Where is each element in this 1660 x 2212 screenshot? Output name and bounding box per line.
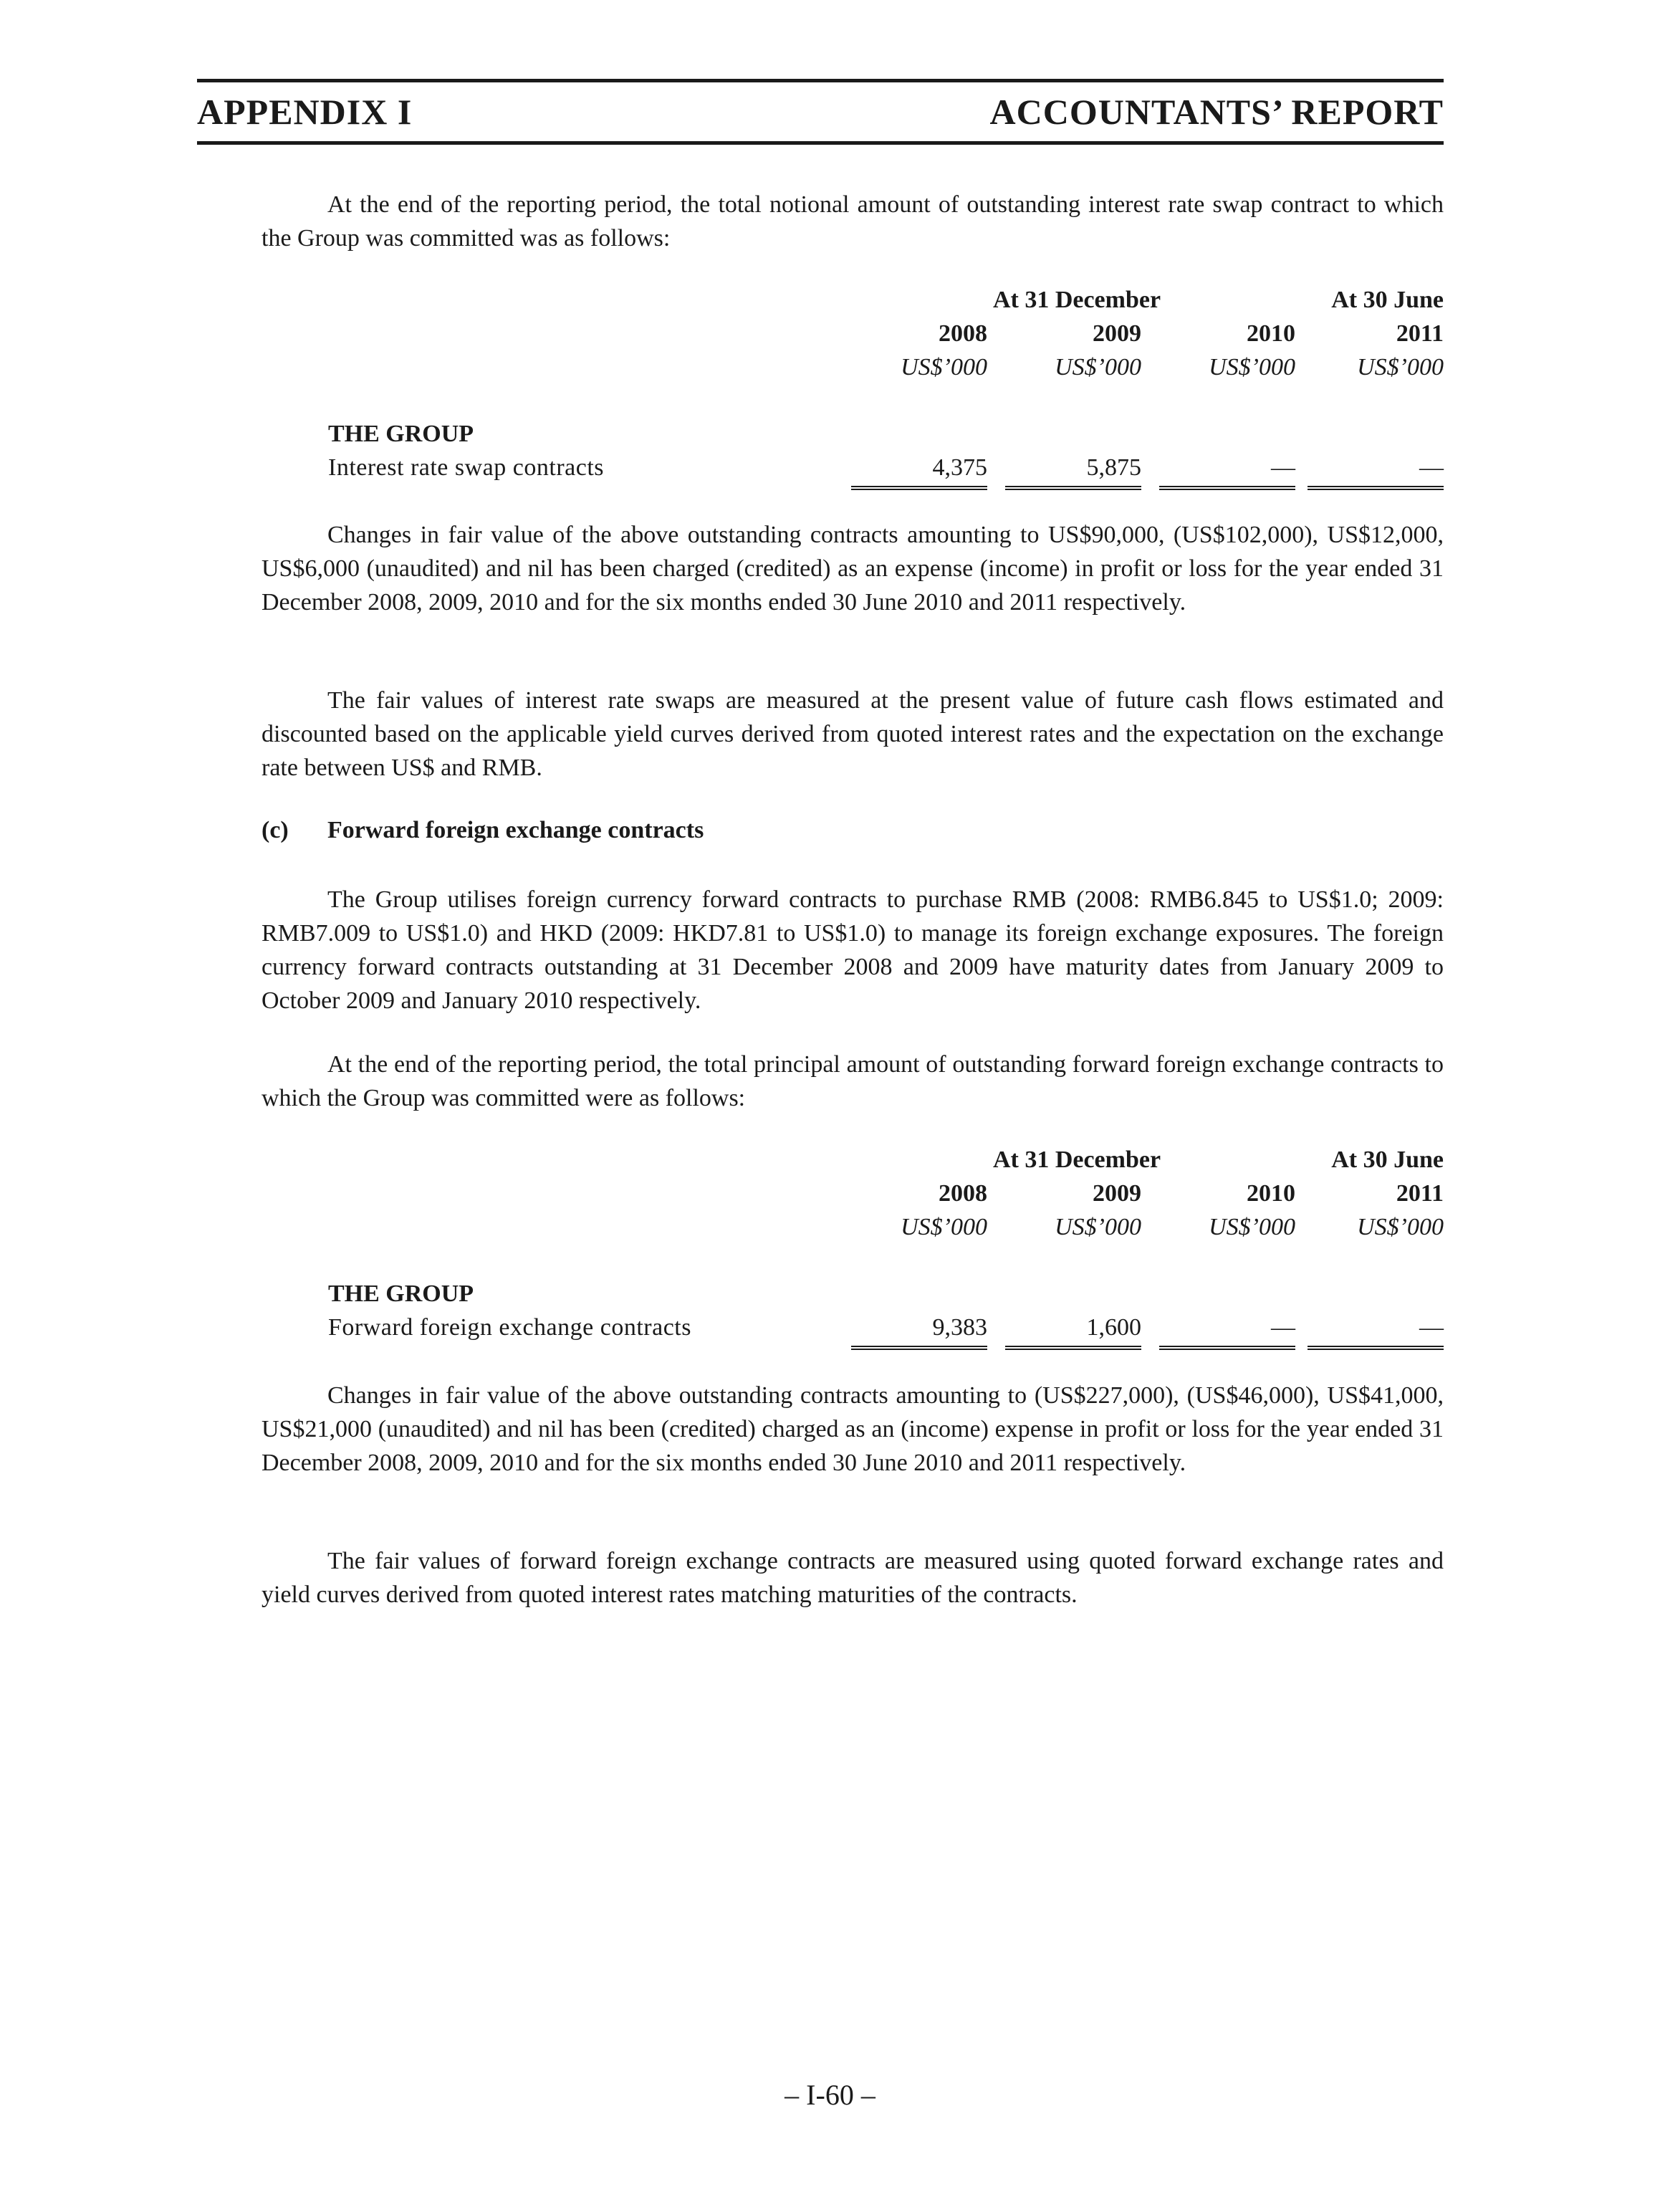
col-unit: US$’000 — [1055, 354, 1141, 380]
col-year: 2011 — [1396, 1180, 1444, 1207]
col-year: 2008 — [939, 1180, 987, 1207]
col-head-june: At 30 June — [1331, 287, 1444, 313]
col-year: 2011 — [1396, 320, 1444, 347]
paragraph-fair-value-changes-2: Changes in fair value of the above outstanding contracts amounting to (US$227,000), (US$46,000), US$41,000, US$21,000 (unaudited) and nil has been (credited) charged as an (income) expense in profit or loss for the year ended 31 December 2008, 2009, 2010 and for the six months ended 30 June 2010 and 2011 respectively. — [262, 1382, 1444, 1476]
intro-paragraph: At the end of the reporting period, the total notional amount of outstanding interest rate swap contract to which the Group was committed was as follows: — [262, 191, 1444, 252]
col-year: 2008 — [939, 320, 987, 347]
row-label: Interest rate swap contracts — [328, 454, 604, 481]
col-unit: US$’000 — [901, 354, 987, 380]
value-cell: — — [1308, 454, 1444, 490]
value-cell: 1,600 — [1005, 1314, 1141, 1350]
paragraph-principal-amount: At the end of the reporting period, the total principal amount of outstanding forward foreign exchange contracts to which the Group was committed were as follows: — [262, 1051, 1444, 1111]
group-title: THE GROUP — [328, 1280, 474, 1307]
col-unit: US$’000 — [1357, 354, 1444, 380]
col-head-june: At 30 June — [1331, 1146, 1444, 1173]
paragraph-fair-value-measure-2: The fair values of forward foreign exchange contracts are measured using quoted forward exchange rates and yield curves derived from quoted interest rates matching maturities of the contracts. — [262, 1548, 1444, 1608]
section-number: (c) — [262, 817, 289, 843]
interest-rate-swap-table — [328, 287, 1444, 502]
col-unit: US$’000 — [1209, 1214, 1295, 1240]
value-cell: — — [1159, 1314, 1295, 1350]
value-cell: — — [1159, 454, 1295, 490]
value-cell: 5,875 — [1005, 454, 1141, 490]
col-unit: US$’000 — [1209, 354, 1295, 380]
header-right: ACCOUNTANTS’ REPORT — [989, 92, 1444, 132]
value-cell: — — [1308, 1314, 1444, 1350]
section-heading-c — [262, 817, 704, 844]
page-number: – I-60 – — [785, 2079, 875, 2111]
col-unit: US$’000 — [1357, 1214, 1444, 1240]
row-label: Forward foreign exchange contracts — [328, 1314, 691, 1341]
col-head-december: At 31 December — [992, 1146, 1161, 1173]
forward-exchange-table — [328, 1146, 1444, 1361]
header-left: APPENDIX I — [197, 92, 413, 132]
col-head-december: At 31 December — [992, 287, 1161, 313]
col-year: 2010 — [1247, 320, 1295, 347]
paragraph-forward-contracts: The Group utilises foreign currency forward contracts to purchase RMB (2008: RMB6.845 to US$1.0; 2009: RMB7.009 to US$1.0) and HKD (2009: HKD7.81 to US$1.0) to manage its foreign exchange exposures. The foreign currency forward contracts outstanding at 31 December 2008 and 2009 have maturity dates from January 2009 to October 2009 and January 2010 respectively. — [262, 886, 1444, 1014]
col-unit: US$’000 — [1055, 1214, 1141, 1240]
paragraph-fair-value-measure-1: The fair values of interest rate swaps are measured at the present value of future cash flows estimated and discounted based on the applicable yield curves derived from quoted interest rates and the expectation on the exchange rate between US$ and RMB. — [262, 687, 1444, 781]
col-year: 2009 — [1093, 1180, 1141, 1207]
value-cell: 9,383 — [851, 1314, 987, 1350]
value-cell: 4,375 — [851, 454, 987, 490]
group-title: THE GROUP — [328, 421, 474, 447]
paragraph-fair-value-changes-1: Changes in fair value of the above outstanding contracts amounting to US$90,000, (US$102,000), US$12,000, US$6,000 (unaudited) and nil has been charged (credited) as an expense (income) in profit or loss for the year ended 31 December 2008, 2009, 2010 and for the six months ended 30 June 2010 and 2011 respectively. — [262, 522, 1444, 616]
col-year: 2009 — [1093, 320, 1141, 347]
col-year: 2010 — [1247, 1180, 1295, 1207]
section-title: Forward foreign exchange contracts — [327, 817, 704, 843]
col-unit: US$’000 — [901, 1214, 987, 1240]
page-header — [197, 79, 1444, 145]
